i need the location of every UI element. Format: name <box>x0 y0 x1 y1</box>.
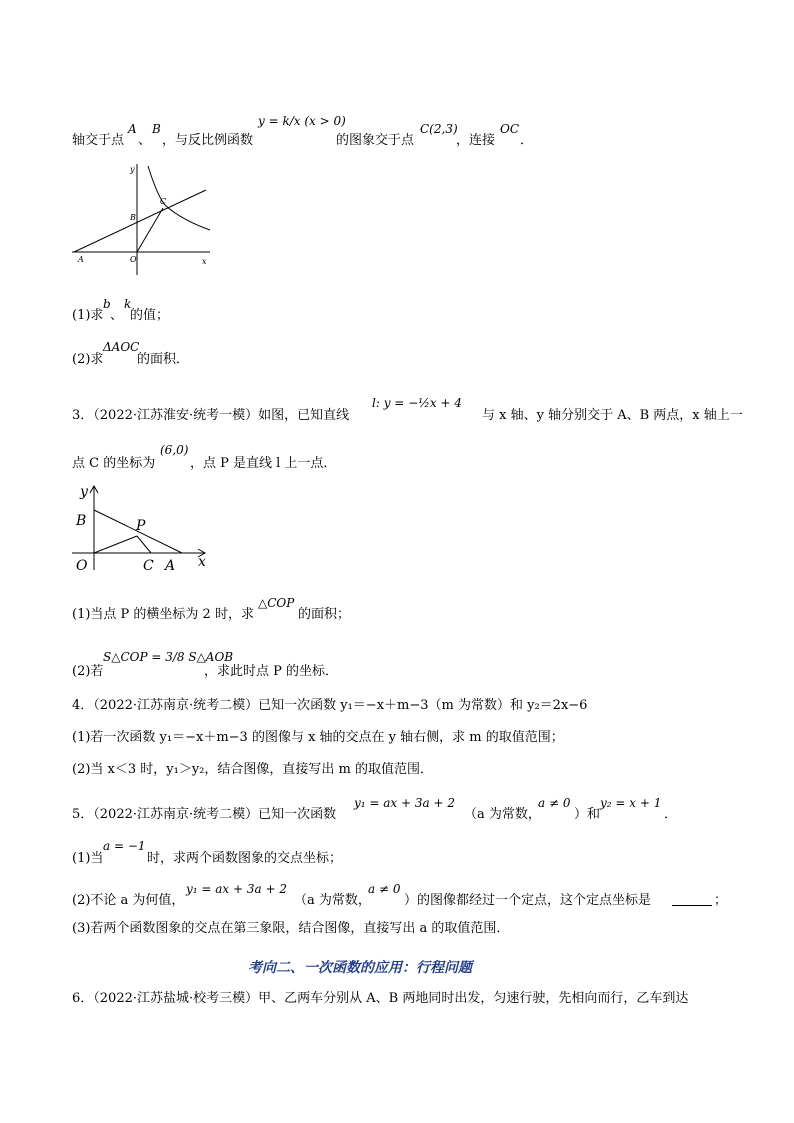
text: (1)当 <box>72 851 104 866</box>
label-y: y <box>80 484 88 500</box>
function-y1: y₁ = ax + 3a + 2 <box>186 882 287 896</box>
var-k: k <box>124 297 132 311</box>
segment-OC: OC <box>500 122 520 136</box>
label-B: B <box>76 513 87 529</box>
text: 时，求两个函数图象的交点坐标； <box>147 851 343 866</box>
triangle-COP: △COP <box>258 596 295 610</box>
text: （a 为常数， <box>464 807 541 822</box>
text: (2)不论 a 为何值， <box>72 893 185 908</box>
function-formula: y = k/x (x > 0) <box>258 114 346 128</box>
text: ，连接 <box>456 133 496 148</box>
point-C: C(2,3) <box>420 122 458 136</box>
text: (2)若 <box>72 664 104 679</box>
a-value: a = −1 <box>103 839 146 853</box>
text: ，点 P 是直线 l 上一点． <box>190 456 337 471</box>
label-P: P <box>136 518 146 534</box>
text: 的值； <box>130 308 170 323</box>
p4-q1: (1)若一次函数 y₁＝−x＋m−3 的图像与 x 轴的交点在 y 轴右侧，求 m 的取值范围； <box>72 730 564 745</box>
label-A: A <box>78 255 84 264</box>
line-AB <box>74 190 206 252</box>
text: ； <box>714 893 728 908</box>
var-b: b <box>103 297 111 311</box>
point-B: B <box>152 122 161 136</box>
text: (1)求 <box>72 308 104 323</box>
point-A: A <box>128 122 137 136</box>
label-B: B <box>130 213 136 222</box>
text: ）和 <box>574 807 601 822</box>
p5-q3: (3)若两个函数图象的交点在第三象限，结合图像，直接写出 a 的取值范围． <box>72 921 510 936</box>
text: 、 <box>110 308 124 323</box>
label-C: C <box>143 558 154 574</box>
area-equation: S△COP = 3/8 S△AOB <box>103 650 234 664</box>
text: 的面积． <box>137 352 190 367</box>
label-y: y <box>130 165 135 174</box>
label-O: O <box>130 255 137 264</box>
label-C: C <box>160 197 167 206</box>
line-equation: l: y = −½x + 4 <box>372 396 462 410</box>
text: 的图象交于点 <box>336 133 415 148</box>
hyperbola <box>148 166 210 230</box>
label-x: x <box>198 554 206 570</box>
text: ． <box>664 807 678 822</box>
segment-PC <box>137 536 151 553</box>
p4-q2: (2)当 x＜3 时，y₁＞y₂，结合图像，直接写出 m 的取值范围． <box>72 762 433 777</box>
text: 5．（2022·江苏南京·统考二模）已知一次函数 <box>72 807 337 822</box>
triangle-AOC: ΔAOC <box>103 340 140 354</box>
text: 点 C 的坐标为 <box>72 456 156 471</box>
a-not-zero: a ≠ 0 <box>368 882 401 896</box>
text: （a 为常数， <box>294 893 371 908</box>
text: 的面积； <box>298 607 351 622</box>
label-A: A <box>165 558 176 574</box>
segment-OP <box>94 536 137 553</box>
function-y1: y₁ = ax + 3a + 2 <box>354 796 455 810</box>
text: (1)当点 P 的横坐标为 2 时，求 <box>72 607 254 622</box>
p6-line1: 6．（2022·江苏盐城·校考三模）甲、乙两车分别从 A、B 两地同时出发，匀速行驶，先相向而行，乙车到达 <box>72 991 689 1006</box>
text: 轴交于点 <box>72 133 125 148</box>
label-O: O <box>76 558 88 574</box>
answer-blank[interactable] <box>672 893 712 906</box>
graph-2 <box>70 480 215 575</box>
text: (2)求 <box>72 352 104 367</box>
text: 3．（2022·江苏淮安·统考一模）如图，已知直线 <box>72 408 350 423</box>
p4-line1: 4．（2022·江苏南京·统考二模）已知一次函数 y₁＝−x＋m−3（m 为常数）和 y₂＝2x−6 <box>72 698 588 713</box>
section-heading: 考向二、一次函数的应用：行程问题 <box>248 960 472 976</box>
graph-1 <box>70 160 215 280</box>
text: ，求此时点 P 的坐标． <box>204 664 339 679</box>
label-x: x <box>202 257 207 266</box>
segment-OC <box>137 208 163 252</box>
text: 与 x 轴、y 轴分别交于 A、B 两点，x 轴上一 <box>482 408 743 423</box>
text: ）的图像都经过一个定点，这个定点坐标是 <box>404 893 652 908</box>
a-not-zero: a ≠ 0 <box>538 796 571 810</box>
text: 、 <box>138 133 152 148</box>
text: ，与反比例函数 <box>162 133 254 148</box>
function-y2: y₂ = x + 1 <box>600 796 662 810</box>
coord-C: (6,0) <box>160 443 189 457</box>
text: ． <box>520 133 534 148</box>
